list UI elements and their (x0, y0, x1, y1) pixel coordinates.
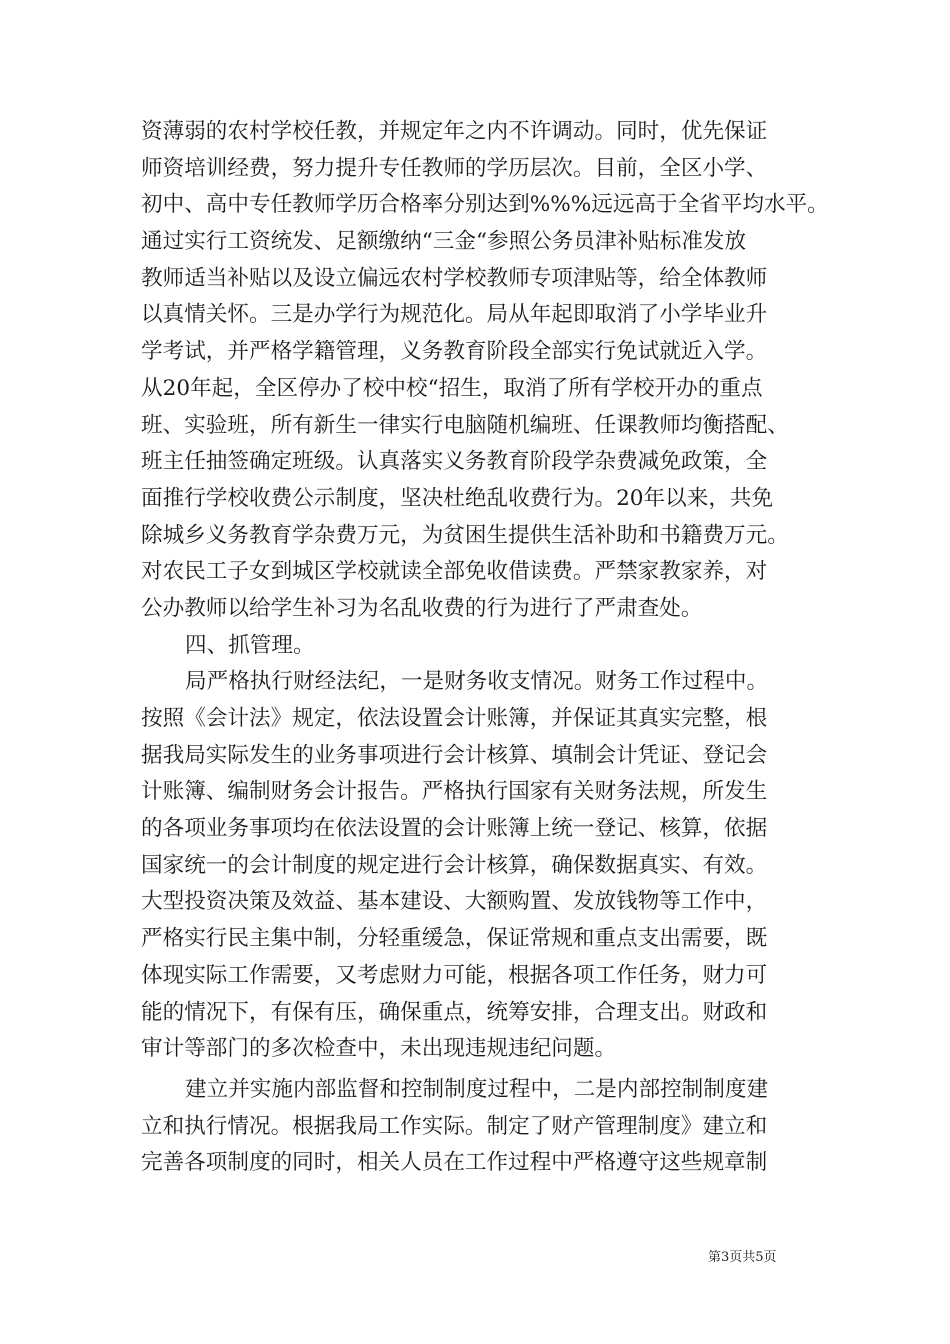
text-line: 班主任抽签确定班级。认真落实义务教育阶段学杂费减免政策，全 (141, 449, 768, 475)
text-line: 除城乡义务教育学杂费万元，为贫困生提供生活补助和书籍费万元。 (141, 522, 789, 548)
text-line: 从20年起，全区停办了校中校“招生，取消了所有学校开办的重点 (141, 375, 763, 401)
text-line: 建立并实施内部监督和控制制度过程中，二是内部控制制度建 (185, 1076, 769, 1102)
text-line: 班、实验班，所有新生一律实行电脑随机编班、任课教师均衡搭配、 (141, 412, 789, 438)
text-line: 计账簿、编制财务会计报告。严格执行国家有关财务法规，所发生 (141, 779, 768, 805)
text-line: 初中、高中专任教师学历合格率分别达到%%%远远高于全省平均水平。 (141, 192, 829, 218)
page-footer: 第3页共5页 (708, 1250, 777, 1265)
text-line: 审计等部门的多次检查中，未出现违规违纪问题。 (141, 1036, 617, 1062)
text-line: 据我局实际发生的业务事项进行会计核算、填制会计凭证、登记会 (141, 742, 768, 768)
text-line: 大型投资决策及效益、基本建设、大额购置、发放钱物等工作中， (141, 889, 768, 915)
section-heading: 四、抓管理。 (185, 632, 315, 658)
text-line: 能的情况下，有保有压，确保重点，统筹安排，合理支出。财政和 (141, 999, 768, 1025)
text-line: 公办教师以给学生补习为名乱收费的行为进行了严肃查处。 (141, 595, 703, 621)
text-line: 教师适当补贴以及设立偏远农村学校教师专项津贴等，给全体教师 (141, 265, 768, 291)
text-line: 国家统一的会计制度的规定进行会计核算，确保数据真实、有效。 (141, 852, 768, 878)
text-line: 严格实行民主集中制，分轻重缓急，保证常规和重点支出需要，既 (141, 926, 768, 952)
document-body (141, 114, 841, 1182)
text-line: 资薄弱的农村学校任教，并规定年之内不许调动。同时，优先保证 (141, 119, 768, 144)
text-line: 的各项业务事项均在依法设置的会计账簿上统一登记、核算，依据 (141, 816, 768, 842)
text-line: 以真情关怀。三是办学行为规范化。局从年起即取消了小学毕业升 (141, 302, 768, 328)
text-line: 体现实际工作需要，又考虑财力可能，根据各项工作任务，财力可 (141, 962, 768, 988)
text-line: 师资培训经费，努力提升专任教师的学历层次。目前，全区小学、 (141, 155, 768, 181)
text-line: 对农民工子女到城区学校就读全部免收借读费。严禁家教家养，对 (141, 559, 768, 585)
text-line: 立和执行情况。根据我局工作实际。制定了财产管理制度》建立和 (141, 1113, 768, 1139)
text-line: 通过实行工资统发、足额缴纳“三金“参照公务员津补贴标准发放 (141, 229, 747, 255)
text-line: 完善各项制度的同时，相关人员在工作过程中严格遵守这些规章制 (141, 1150, 768, 1176)
text-line: 按照《会计法》规定，依法设置会计账簿，并保证其真实完整，根 (141, 706, 768, 731)
text-line: 学考试，并严格学籍管理，义务教育阶段全部实行免试就近入学。 (141, 339, 768, 365)
text-line: 面推行学校收费公示制度，坚决杜绝乱收费行为。20年以来，共免 (141, 485, 774, 511)
text-line: 局严格执行财经法纪，一是财务收支情况。财务工作过程中。 (185, 669, 769, 695)
